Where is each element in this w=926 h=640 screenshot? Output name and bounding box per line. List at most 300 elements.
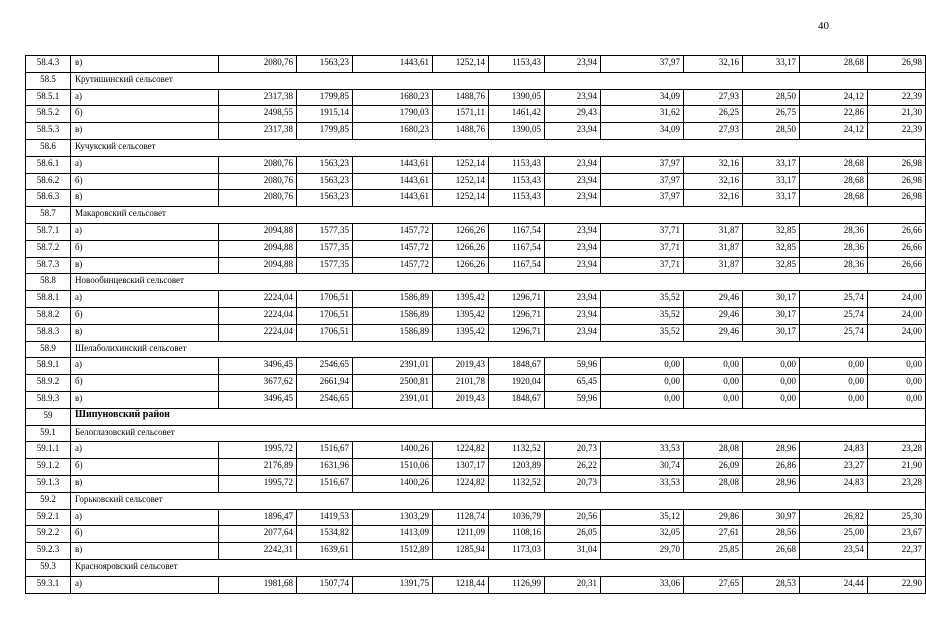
value-cell: 1285,94 — [433, 543, 489, 560]
value-cell: 26,09 — [684, 459, 743, 476]
row-label: в) — [71, 56, 219, 73]
value-cell: 28,96 — [743, 475, 800, 492]
value-cell: 2500,81 — [353, 375, 433, 392]
value-cell: 22,39 — [868, 89, 926, 106]
value-cell: 23,94 — [545, 223, 601, 240]
value-cell: 24,00 — [868, 291, 926, 308]
value-cell: 26,05 — [545, 526, 601, 543]
value-cell: 2094,88 — [219, 240, 297, 257]
value-cell: 24,83 — [800, 442, 868, 459]
section-title: Краснояровский сельсовет — [71, 559, 926, 576]
value-cell: 23,28 — [868, 442, 926, 459]
value-cell: 37,97 — [601, 156, 684, 173]
value-cell: 1586,89 — [353, 291, 433, 308]
value-cell: 26,22 — [545, 459, 601, 476]
value-cell: 23,94 — [545, 156, 601, 173]
value-cell: 1457,72 — [353, 257, 433, 274]
row-code: 58.8 — [26, 274, 71, 291]
value-cell: 1132,52 — [489, 442, 545, 459]
section-header-row — [26, 139, 926, 156]
value-cell: 1224,82 — [433, 475, 489, 492]
value-cell: 32,85 — [743, 223, 800, 240]
value-cell: 0,00 — [684, 391, 743, 408]
value-cell: 26,25 — [684, 106, 743, 123]
section-header-row — [26, 492, 926, 509]
value-cell: 24,00 — [868, 307, 926, 324]
value-cell: 32,16 — [684, 156, 743, 173]
section-header-row — [26, 341, 926, 358]
row-label: в) — [71, 391, 219, 408]
value-cell: 23,67 — [868, 526, 926, 543]
value-cell: 1461,42 — [489, 106, 545, 123]
section-title: Горьковский сельсовет — [71, 492, 926, 509]
value-cell: 2176,89 — [219, 459, 297, 476]
value-cell: 1586,89 — [353, 324, 433, 341]
value-cell: 0,00 — [684, 375, 743, 392]
row-code: 59.1.2 — [26, 459, 71, 476]
value-cell: 1390,05 — [489, 89, 545, 106]
value-cell: 1631,96 — [297, 459, 353, 476]
table-row — [26, 291, 926, 308]
table-row — [26, 56, 926, 73]
value-cell: 1153,43 — [489, 156, 545, 173]
value-cell: 1400,26 — [353, 442, 433, 459]
value-cell: 28,56 — [743, 526, 800, 543]
value-cell: 29,46 — [684, 307, 743, 324]
value-cell: 1391,75 — [353, 576, 433, 593]
value-cell: 28,50 — [743, 89, 800, 106]
value-cell: 1167,54 — [489, 257, 545, 274]
value-cell: 0,00 — [684, 358, 743, 375]
value-cell: 32,16 — [684, 173, 743, 190]
section-header-row — [26, 559, 926, 576]
value-cell: 1303,29 — [353, 509, 433, 526]
value-cell: 1128,74 — [433, 509, 489, 526]
value-cell: 26,98 — [868, 156, 926, 173]
value-cell: 29,86 — [684, 509, 743, 526]
value-cell: 65,45 — [545, 375, 601, 392]
value-cell: 28,36 — [800, 257, 868, 274]
value-cell: 29,70 — [601, 543, 684, 560]
value-cell: 1790,03 — [353, 106, 433, 123]
value-cell: 20,73 — [545, 442, 601, 459]
value-cell: 2391,01 — [353, 391, 433, 408]
table-row — [26, 375, 926, 392]
value-cell: 0,00 — [601, 375, 684, 392]
value-cell: 1419,53 — [297, 509, 353, 526]
value-cell: 3677,62 — [219, 375, 297, 392]
value-cell: 2080,76 — [219, 56, 297, 73]
value-cell: 35,52 — [601, 324, 684, 341]
value-cell: 1706,51 — [297, 291, 353, 308]
value-cell: 35,52 — [601, 307, 684, 324]
value-cell: 30,17 — [743, 307, 800, 324]
value-cell: 31,87 — [684, 240, 743, 257]
value-cell: 3496,45 — [219, 358, 297, 375]
row-code: 59.2 — [26, 492, 71, 509]
row-code: 58.4.3 — [26, 56, 71, 73]
value-cell: 2094,88 — [219, 223, 297, 240]
row-label: в) — [71, 324, 219, 341]
row-label: б) — [71, 106, 219, 123]
value-cell: 25,74 — [800, 291, 868, 308]
row-label: а) — [71, 291, 219, 308]
row-code: 58.8.3 — [26, 324, 71, 341]
value-cell: 1443,61 — [353, 173, 433, 190]
value-cell: 28,68 — [800, 56, 868, 73]
value-cell: 1457,72 — [353, 240, 433, 257]
row-code: 59.1 — [26, 425, 71, 442]
value-cell: 1577,35 — [297, 240, 353, 257]
value-cell: 20,56 — [545, 509, 601, 526]
value-cell: 31,04 — [545, 543, 601, 560]
value-cell: 28,68 — [800, 156, 868, 173]
value-cell: 59,96 — [545, 391, 601, 408]
value-cell: 0,00 — [800, 375, 868, 392]
value-cell: 28,53 — [743, 576, 800, 593]
value-cell: 28,96 — [743, 442, 800, 459]
value-cell: 2498,55 — [219, 106, 297, 123]
row-code: 58.5.2 — [26, 106, 71, 123]
value-cell: 2080,76 — [219, 190, 297, 207]
value-cell: 23,94 — [545, 173, 601, 190]
row-label: в) — [71, 475, 219, 492]
table-row — [26, 123, 926, 140]
value-cell: 37,97 — [601, 173, 684, 190]
value-cell: 1395,42 — [433, 291, 489, 308]
value-cell: 1296,71 — [489, 324, 545, 341]
value-cell: 1995,72 — [219, 475, 297, 492]
table-row — [26, 240, 926, 257]
section-header-row — [26, 274, 926, 291]
value-cell: 1167,54 — [489, 240, 545, 257]
value-cell: 2546,65 — [297, 391, 353, 408]
row-label: б) — [71, 375, 219, 392]
value-cell: 1443,61 — [353, 190, 433, 207]
value-cell: 1981,68 — [219, 576, 297, 593]
table-row — [26, 391, 926, 408]
table-row — [26, 459, 926, 476]
row-label: б) — [71, 526, 219, 543]
section-title: Шелаболихинский сельсовет — [71, 341, 926, 358]
table-row — [26, 173, 926, 190]
section-title: Новообинцевский сельсовет — [71, 274, 926, 291]
value-cell: 1153,43 — [489, 56, 545, 73]
table-row — [26, 156, 926, 173]
value-cell: 2077,64 — [219, 526, 297, 543]
value-cell: 1400,26 — [353, 475, 433, 492]
value-cell: 24,00 — [868, 324, 926, 341]
value-cell: 23,94 — [545, 291, 601, 308]
value-cell: 27,93 — [684, 123, 743, 140]
table-row — [26, 576, 926, 593]
value-cell: 0,00 — [800, 391, 868, 408]
value-cell: 1915,14 — [297, 106, 353, 123]
value-cell: 32,85 — [743, 257, 800, 274]
value-cell: 28,08 — [684, 442, 743, 459]
value-cell: 27,93 — [684, 89, 743, 106]
value-cell: 2080,76 — [219, 156, 297, 173]
value-cell: 33,17 — [743, 56, 800, 73]
value-cell: 1153,43 — [489, 173, 545, 190]
row-code: 58.9 — [26, 341, 71, 358]
value-cell: 33,53 — [601, 475, 684, 492]
value-cell: 23,94 — [545, 123, 601, 140]
table-row — [26, 358, 926, 375]
value-cell: 1108,16 — [489, 526, 545, 543]
value-cell: 1680,23 — [353, 123, 433, 140]
value-cell: 28,68 — [800, 190, 868, 207]
value-cell: 1266,26 — [433, 257, 489, 274]
row-label: в) — [71, 257, 219, 274]
row-code: 58.7.2 — [26, 240, 71, 257]
value-cell: 28,36 — [800, 223, 868, 240]
value-cell: 37,71 — [601, 240, 684, 257]
row-code: 58.9.2 — [26, 375, 71, 392]
value-cell: 1706,51 — [297, 307, 353, 324]
value-cell: 1995,72 — [219, 442, 297, 459]
value-cell: 33,17 — [743, 173, 800, 190]
value-cell: 1443,61 — [353, 56, 433, 73]
table-row — [26, 442, 926, 459]
value-cell: 2224,04 — [219, 324, 297, 341]
value-cell: 27,61 — [684, 526, 743, 543]
value-cell: 23,27 — [800, 459, 868, 476]
value-cell: 28,68 — [800, 173, 868, 190]
value-cell: 1896,47 — [219, 509, 297, 526]
row-code: 58.9.1 — [26, 358, 71, 375]
row-label: в) — [71, 543, 219, 560]
value-cell: 1563,23 — [297, 173, 353, 190]
value-cell: 32,05 — [601, 526, 684, 543]
value-cell: 26,98 — [868, 56, 926, 73]
row-code: 58.5.3 — [26, 123, 71, 140]
value-cell: 33,17 — [743, 190, 800, 207]
row-code: 58.9.3 — [26, 391, 71, 408]
district-title: Шипуновский район — [71, 408, 926, 425]
value-cell: 37,71 — [601, 257, 684, 274]
value-cell: 1390,05 — [489, 123, 545, 140]
value-cell: 1799,85 — [297, 89, 353, 106]
value-cell: 23,94 — [545, 56, 601, 73]
value-cell: 1680,23 — [353, 89, 433, 106]
row-code: 58.7.3 — [26, 257, 71, 274]
value-cell: 35,52 — [601, 291, 684, 308]
value-cell: 1132,52 — [489, 475, 545, 492]
value-cell: 1563,23 — [297, 156, 353, 173]
value-cell: 24,12 — [800, 123, 868, 140]
section-title: Крутишинский сельсовет — [71, 72, 926, 89]
value-cell: 27,65 — [684, 576, 743, 593]
section-header-row — [26, 72, 926, 89]
value-cell: 2242,31 — [219, 543, 297, 560]
value-cell: 1639,61 — [297, 543, 353, 560]
section-title: Макаровский сельсовет — [71, 207, 926, 224]
value-cell: 25,00 — [800, 526, 868, 543]
value-cell: 32,16 — [684, 56, 743, 73]
row-label: а) — [71, 358, 219, 375]
row-label: а) — [71, 223, 219, 240]
table-body — [26, 56, 926, 594]
value-cell: 26,75 — [743, 106, 800, 123]
value-cell: 1296,71 — [489, 307, 545, 324]
value-cell: 1563,23 — [297, 56, 353, 73]
value-cell: 1218,44 — [433, 576, 489, 593]
value-cell: 1266,26 — [433, 240, 489, 257]
row-code: 58.5 — [26, 72, 71, 89]
section-title: Белоглазовский сельсовет — [71, 425, 926, 442]
value-cell: 25,74 — [800, 324, 868, 341]
value-cell: 34,09 — [601, 123, 684, 140]
value-cell: 1395,42 — [433, 307, 489, 324]
value-cell: 28,50 — [743, 123, 800, 140]
value-cell: 1534,82 — [297, 526, 353, 543]
value-cell: 31,62 — [601, 106, 684, 123]
district-header-row — [26, 408, 926, 425]
row-code: 58.7 — [26, 207, 71, 224]
row-label: б) — [71, 459, 219, 476]
value-cell: 26,66 — [868, 240, 926, 257]
section-header-row — [26, 207, 926, 224]
value-cell: 1211,09 — [433, 526, 489, 543]
value-cell: 1266,26 — [433, 223, 489, 240]
value-cell: 1507,74 — [297, 576, 353, 593]
table-row — [26, 190, 926, 207]
value-cell: 22,86 — [800, 106, 868, 123]
value-cell: 22,90 — [868, 576, 926, 593]
row-label: а) — [71, 156, 219, 173]
value-cell: 1510,06 — [353, 459, 433, 476]
value-cell: 0,00 — [601, 358, 684, 375]
table-row — [26, 324, 926, 341]
table-row — [26, 223, 926, 240]
row-code: 58.6.3 — [26, 190, 71, 207]
value-cell: 1126,99 — [489, 576, 545, 593]
value-cell: 35,12 — [601, 509, 684, 526]
value-cell: 30,74 — [601, 459, 684, 476]
value-cell: 1252,14 — [433, 173, 489, 190]
value-cell: 1488,76 — [433, 123, 489, 140]
table-row — [26, 257, 926, 274]
value-cell: 2101,78 — [433, 375, 489, 392]
table-row — [26, 89, 926, 106]
table-row — [26, 475, 926, 492]
value-cell: 32,16 — [684, 190, 743, 207]
value-cell: 1516,67 — [297, 442, 353, 459]
value-cell: 1586,89 — [353, 307, 433, 324]
row-code: 59.3.1 — [26, 576, 71, 593]
value-cell: 0,00 — [743, 358, 800, 375]
value-cell: 2317,38 — [219, 89, 297, 106]
value-cell: 21,90 — [868, 459, 926, 476]
value-cell: 2080,76 — [219, 173, 297, 190]
value-cell: 1848,67 — [489, 358, 545, 375]
row-code: 58.6.1 — [26, 156, 71, 173]
value-cell: 2224,04 — [219, 307, 297, 324]
row-code: 59.1.3 — [26, 475, 71, 492]
row-label: б) — [71, 240, 219, 257]
value-cell: 26,86 — [743, 459, 800, 476]
value-cell: 33,06 — [601, 576, 684, 593]
value-cell: 26,66 — [868, 223, 926, 240]
row-label: в) — [71, 123, 219, 140]
value-cell: 24,12 — [800, 89, 868, 106]
value-cell: 1848,67 — [489, 391, 545, 408]
value-cell: 21,30 — [868, 106, 926, 123]
value-cell: 2391,01 — [353, 358, 433, 375]
value-cell: 0,00 — [800, 358, 868, 375]
value-cell: 2546,65 — [297, 358, 353, 375]
value-cell: 23,94 — [545, 324, 601, 341]
value-cell: 3496,45 — [219, 391, 297, 408]
row-label: б) — [71, 307, 219, 324]
row-label: б) — [71, 173, 219, 190]
value-cell: 0,00 — [743, 391, 800, 408]
row-code: 58.5.1 — [26, 89, 71, 106]
row-label: а) — [71, 576, 219, 593]
value-cell: 33,17 — [743, 156, 800, 173]
row-code: 58.6 — [26, 139, 71, 156]
value-cell: 0,00 — [868, 375, 926, 392]
row-label: а) — [71, 442, 219, 459]
value-cell: 37,71 — [601, 223, 684, 240]
value-cell: 1488,76 — [433, 89, 489, 106]
value-cell: 1577,35 — [297, 257, 353, 274]
value-cell: 29,46 — [684, 291, 743, 308]
value-cell: 1252,14 — [433, 156, 489, 173]
value-cell: 1307,17 — [433, 459, 489, 476]
value-cell: 0,00 — [601, 391, 684, 408]
value-cell: 20,31 — [545, 576, 601, 593]
value-cell: 30,17 — [743, 324, 800, 341]
value-cell: 28,08 — [684, 475, 743, 492]
value-cell: 1296,71 — [489, 291, 545, 308]
value-cell: 30,17 — [743, 291, 800, 308]
value-cell: 0,00 — [868, 391, 926, 408]
row-code: 58.8.1 — [26, 291, 71, 308]
value-cell: 1173,03 — [489, 543, 545, 560]
value-cell: 2661,94 — [297, 375, 353, 392]
value-cell: 37,97 — [601, 56, 684, 73]
value-cell: 59,96 — [545, 358, 601, 375]
value-cell: 1224,82 — [433, 442, 489, 459]
row-label: а) — [71, 509, 219, 526]
value-cell: 2317,38 — [219, 123, 297, 140]
value-cell: 25,74 — [800, 307, 868, 324]
value-cell: 0,00 — [868, 358, 926, 375]
value-cell: 26,98 — [868, 173, 926, 190]
row-code: 59.3 — [26, 559, 71, 576]
value-cell: 26,66 — [868, 257, 926, 274]
row-code: 59.2.3 — [26, 543, 71, 560]
value-cell: 2019,43 — [433, 391, 489, 408]
value-cell: 2094,88 — [219, 257, 297, 274]
row-code: 58.8.2 — [26, 307, 71, 324]
row-code: 58.6.2 — [26, 173, 71, 190]
value-cell: 1153,43 — [489, 190, 545, 207]
value-cell: 31,87 — [684, 223, 743, 240]
page-number: 40 — [818, 20, 829, 32]
value-cell: 34,09 — [601, 89, 684, 106]
row-code: 59 — [26, 408, 71, 425]
table-row — [26, 509, 926, 526]
value-cell: 1203,89 — [489, 459, 545, 476]
value-cell: 1577,35 — [297, 223, 353, 240]
value-cell: 31,87 — [684, 257, 743, 274]
value-cell: 24,44 — [800, 576, 868, 593]
value-cell: 1920,04 — [489, 375, 545, 392]
value-cell: 1512,89 — [353, 543, 433, 560]
